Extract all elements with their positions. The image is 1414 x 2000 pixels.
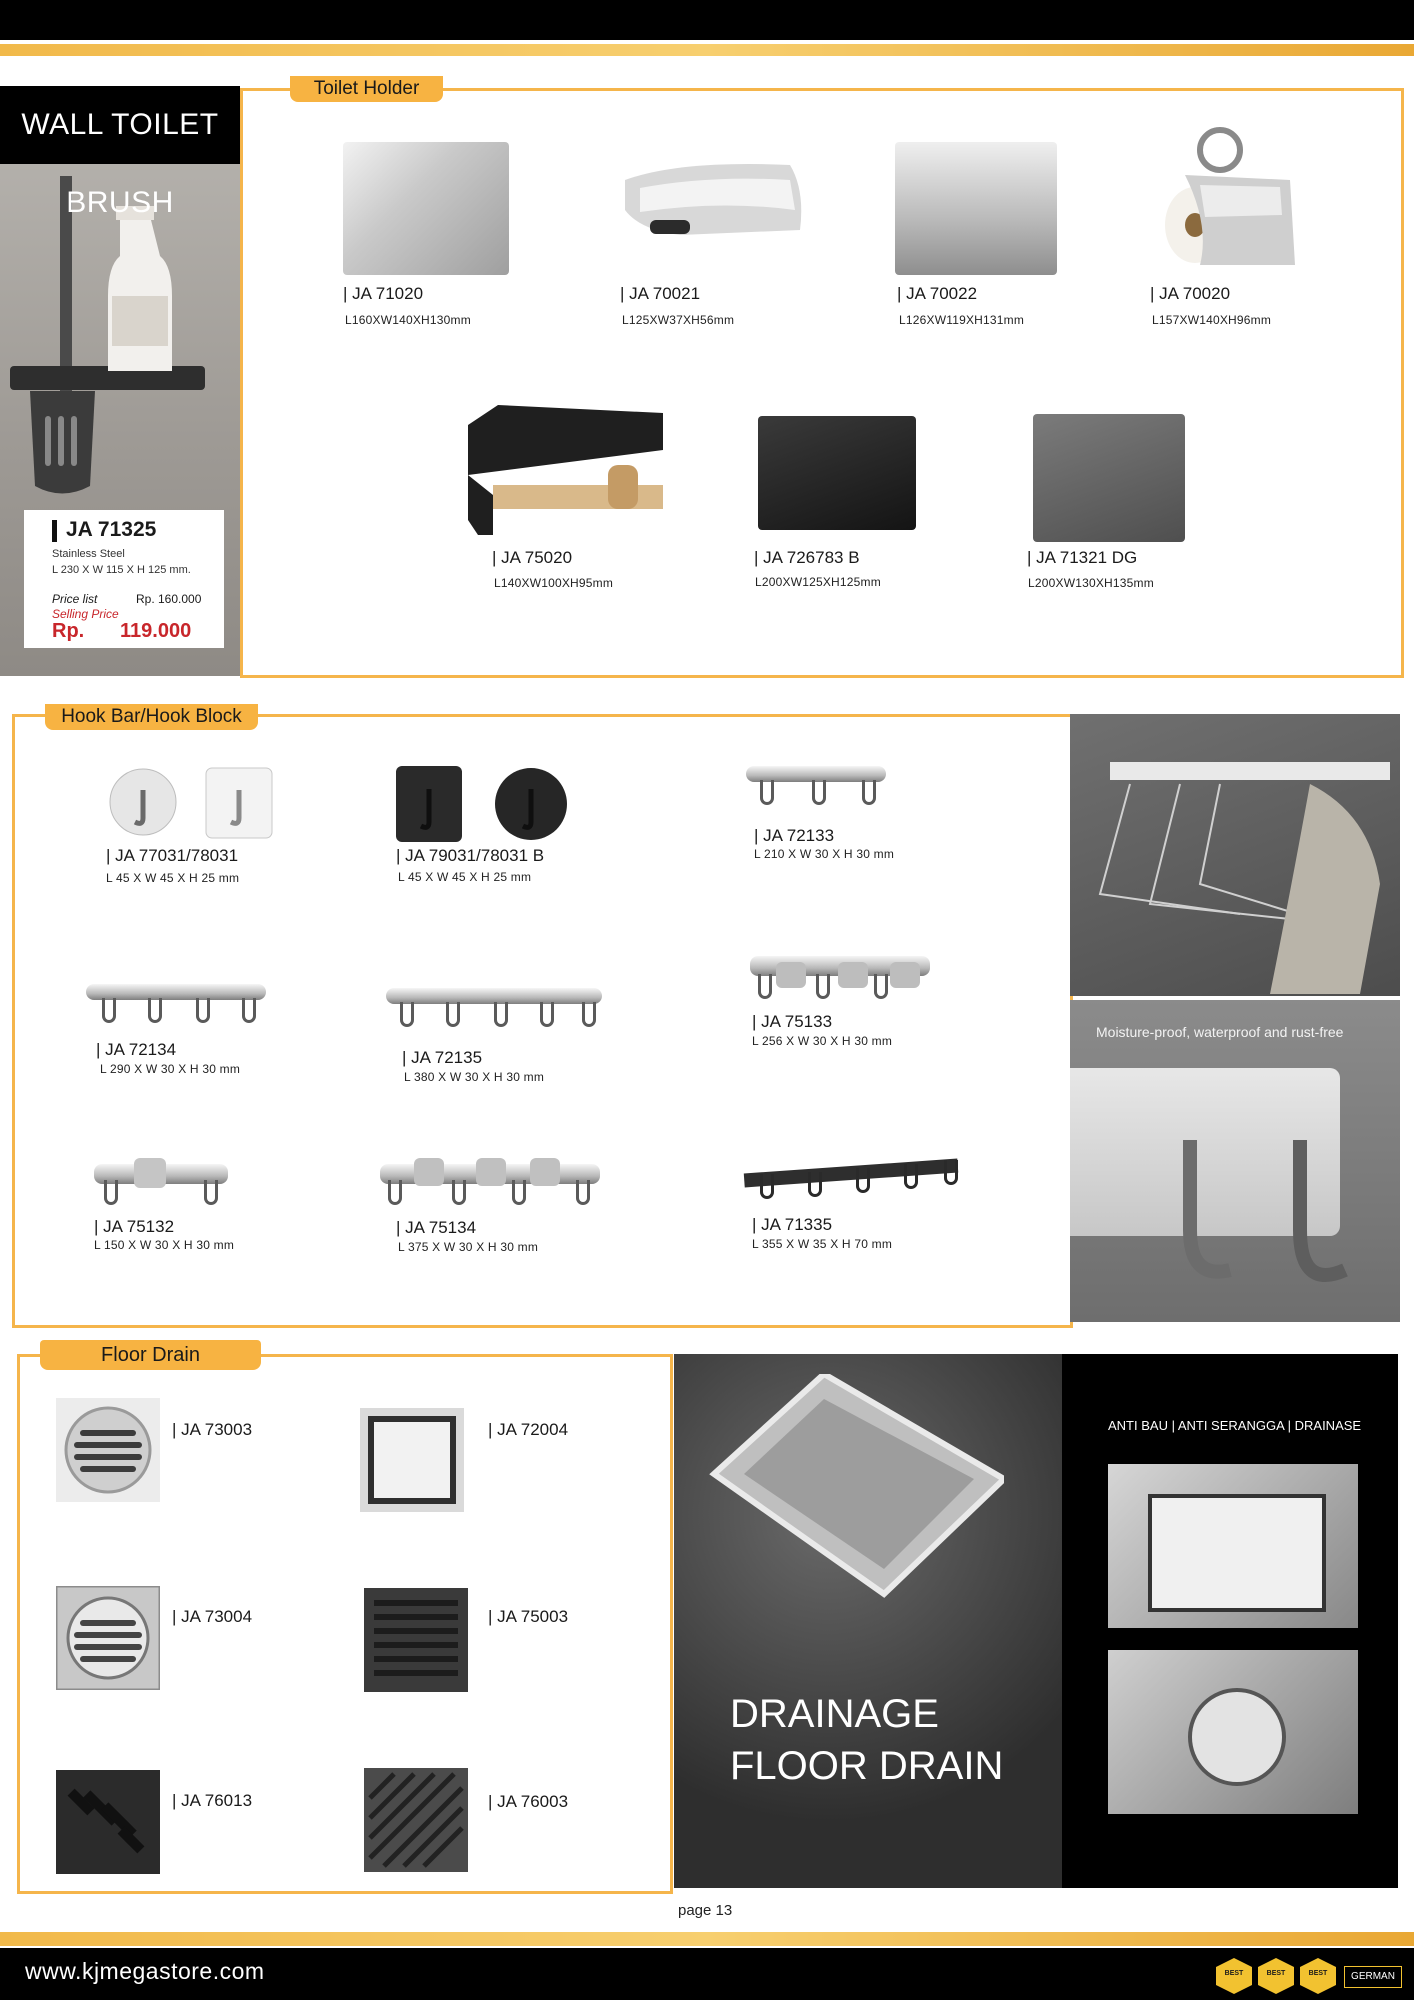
selling-price-label: Selling Price [52, 607, 119, 621]
hook-bar [744, 1159, 958, 1188]
banner-line-2: FLOOR DRAIN [730, 1744, 1004, 1788]
drain-features-panel [1062, 1354, 1398, 1888]
product-code: | JA 72134 [96, 1040, 177, 1059]
hook [874, 974, 888, 999]
product-ja76013-image [56, 1770, 160, 1874]
hook [204, 1180, 218, 1205]
hook [808, 1172, 822, 1197]
product-code: | JA 71020 [343, 284, 424, 303]
product-dimension: L 380 X W 30 X H 30 mm [404, 1070, 545, 1084]
product-code: | JA 70020 [1150, 284, 1231, 303]
product-dimension: L157XW140XH96mm [1152, 313, 1272, 327]
mop-clip [414, 1158, 444, 1186]
product-dimension: L 150 X W 30 X H 30 mm [94, 1238, 235, 1252]
mop-clip [134, 1158, 166, 1188]
product-code: | JA 77031/78031 [106, 846, 239, 865]
wall-toilet-brush-title: WALL TOILET BRUSH [0, 86, 240, 164]
product-dimension: L126XW119XH131mm [899, 313, 1025, 327]
hook [104, 1180, 118, 1205]
hook [812, 780, 826, 805]
price-list-value: Rp. 160.000 [136, 592, 202, 606]
mop-clip [476, 1158, 506, 1186]
hook [388, 1180, 402, 1205]
product-code: | JA 726783 B [754, 548, 860, 567]
hook [196, 998, 210, 1023]
german-brand-badge: GERMAN [1344, 1966, 1402, 1988]
hook [242, 998, 256, 1023]
product-dimension: L 45 X W 45 X H 25 mm [106, 871, 240, 885]
selling-price-value: 119.000 [120, 620, 192, 642]
product-code: | JA 73004 [172, 1607, 253, 1626]
product-ja726783b-image [758, 416, 916, 530]
product-dimension: L 355 X W 35 X H 70 mm [752, 1237, 893, 1251]
hook [760, 1174, 774, 1199]
product-ja73003-image [56, 1398, 160, 1502]
floor-drain-tag: Floor Drain [40, 1340, 261, 1370]
product-dimension: L160XW140XH130mm [345, 313, 471, 327]
hook [400, 1002, 414, 1027]
product-dimension: L140XW100XH95mm [494, 576, 614, 590]
product-code: | JA 70021 [620, 284, 701, 303]
hook [576, 1180, 590, 1205]
hook [494, 1002, 508, 1027]
product-code: | JA 76003 [488, 1792, 569, 1811]
drain-cover [1148, 1494, 1326, 1612]
product-dimension: L 256 X W 30 X H 30 mm [752, 1034, 893, 1048]
product-code: | JA 71321 DG [1027, 548, 1138, 567]
product-code: | JA 72004 [488, 1420, 569, 1439]
hangers-illustration [1070, 774, 1400, 994]
price-list-label: Price list [52, 592, 98, 606]
product-code: | JA 72133 [754, 826, 835, 845]
page-number: page 13 [678, 1902, 733, 1919]
bottom-gold-line [0, 1932, 1414, 1946]
toilet-holder-tag: Toilet Holder [290, 76, 443, 102]
product-code: | JA 75133 [752, 1012, 833, 1031]
mop-clip [890, 962, 920, 988]
product-dimension: L125XW37XH56mm [622, 313, 735, 327]
badge-label: BEST [1224, 1970, 1244, 1977]
hook-tag: Hook Bar/Hook Block [45, 704, 258, 730]
wet-drain-illustration [704, 1374, 1004, 1624]
hook [582, 1002, 596, 1027]
round-drain-cover [1188, 1688, 1286, 1786]
product-code: | JA 75134 [396, 1218, 477, 1237]
features-text: ANTI BAU | ANTI SERANGGA | DRAINASE [1108, 1418, 1362, 1433]
hook [856, 1168, 870, 1193]
product-dimension: L 210 X W 30 X H 30 mm [754, 847, 895, 861]
brush-code: JA 71325 [66, 518, 157, 541]
badge-label: BEST [1266, 1970, 1286, 1977]
product-code: | JA 72135 [402, 1048, 483, 1067]
hook [446, 1002, 460, 1027]
hook [452, 1180, 466, 1205]
hook [904, 1164, 918, 1189]
product-dimension: L200XW125XH125mm [755, 575, 881, 589]
product-ja72133-image [746, 760, 886, 820]
product-ja71321dg-image [1033, 414, 1185, 542]
product-ja72004-image [360, 1408, 464, 1512]
product-ja72134-image [86, 976, 266, 1036]
product-ja70022-image [895, 142, 1057, 275]
brush-size: L 230 X W 115 X H 125 mm. [52, 564, 191, 576]
hook [944, 1160, 958, 1185]
top-bar [0, 0, 1414, 40]
product-ja75020-image [468, 405, 668, 540]
badge-label: BEST [1308, 1970, 1328, 1977]
hook [512, 1180, 526, 1205]
product-code: | JA 76013 [172, 1791, 253, 1810]
mop-clip [838, 962, 868, 988]
product-ja79031b-image [396, 764, 571, 844]
price-card [24, 510, 224, 648]
selling-currency: Rp. [52, 620, 85, 642]
hook [816, 974, 830, 999]
code-marker [52, 520, 57, 542]
product-code: | JA 71335 [752, 1215, 833, 1234]
product-ja70020-image [1160, 125, 1300, 275]
hook [758, 974, 772, 999]
product-dimension: L 375 X W 30 X H 30 mm [398, 1240, 539, 1254]
product-ja77031-image [108, 760, 278, 845]
product-ja71335-image [744, 1138, 958, 1200]
product-dimension: L200XW130XH135mm [1028, 576, 1154, 590]
product-ja76003-image [364, 1768, 468, 1872]
hook-photo-hangers [1070, 714, 1400, 996]
product-code: | JA 75003 [488, 1607, 569, 1626]
product-ja70021-image [620, 150, 810, 250]
hook-photo-waterproof [1070, 1000, 1400, 1322]
product-code: | JA 79031/78031 B [396, 846, 545, 865]
hook [540, 1002, 554, 1027]
waterproof-caption: Moisture-proof, waterproof and rust-free [1096, 1024, 1344, 1040]
hook [862, 780, 876, 805]
product-ja75134-image [380, 1146, 600, 1210]
drain-photo-round [1108, 1650, 1358, 1814]
hook [102, 998, 116, 1023]
website-link[interactable]: www.kjmegastore.com [25, 1958, 265, 1984]
product-ja75003-image [364, 1588, 468, 1692]
drainage-banner [674, 1354, 1062, 1888]
product-ja73004-image [56, 1586, 160, 1690]
drain-photo-leaves [1108, 1464, 1358, 1628]
product-dimension: L 290 X W 30 X H 30 mm [100, 1062, 241, 1076]
large-hooks-illustration [1150, 1120, 1370, 1320]
top-gold-line [0, 44, 1414, 56]
product-code: | JA 75020 [492, 548, 573, 567]
product-ja75132-image [94, 1150, 228, 1214]
banner-line-1: DRAINAGE [730, 1692, 939, 1736]
product-code: | JA 75132 [94, 1217, 175, 1236]
hook [148, 998, 162, 1023]
brush-material: Stainless Steel [52, 548, 125, 560]
product-code: | JA 73003 [172, 1420, 253, 1439]
mop-clip [776, 962, 806, 988]
product-dimension: L 45 X W 45 X H 25 mm [398, 870, 532, 884]
product-ja75133-image [750, 946, 930, 1010]
product-ja72135-image [386, 974, 602, 1034]
mop-clip [530, 1158, 560, 1186]
hook [760, 780, 774, 805]
product-code: | JA 70022 [897, 284, 978, 303]
product-ja71020-image [343, 142, 509, 275]
award-badges [1214, 1956, 1404, 1996]
